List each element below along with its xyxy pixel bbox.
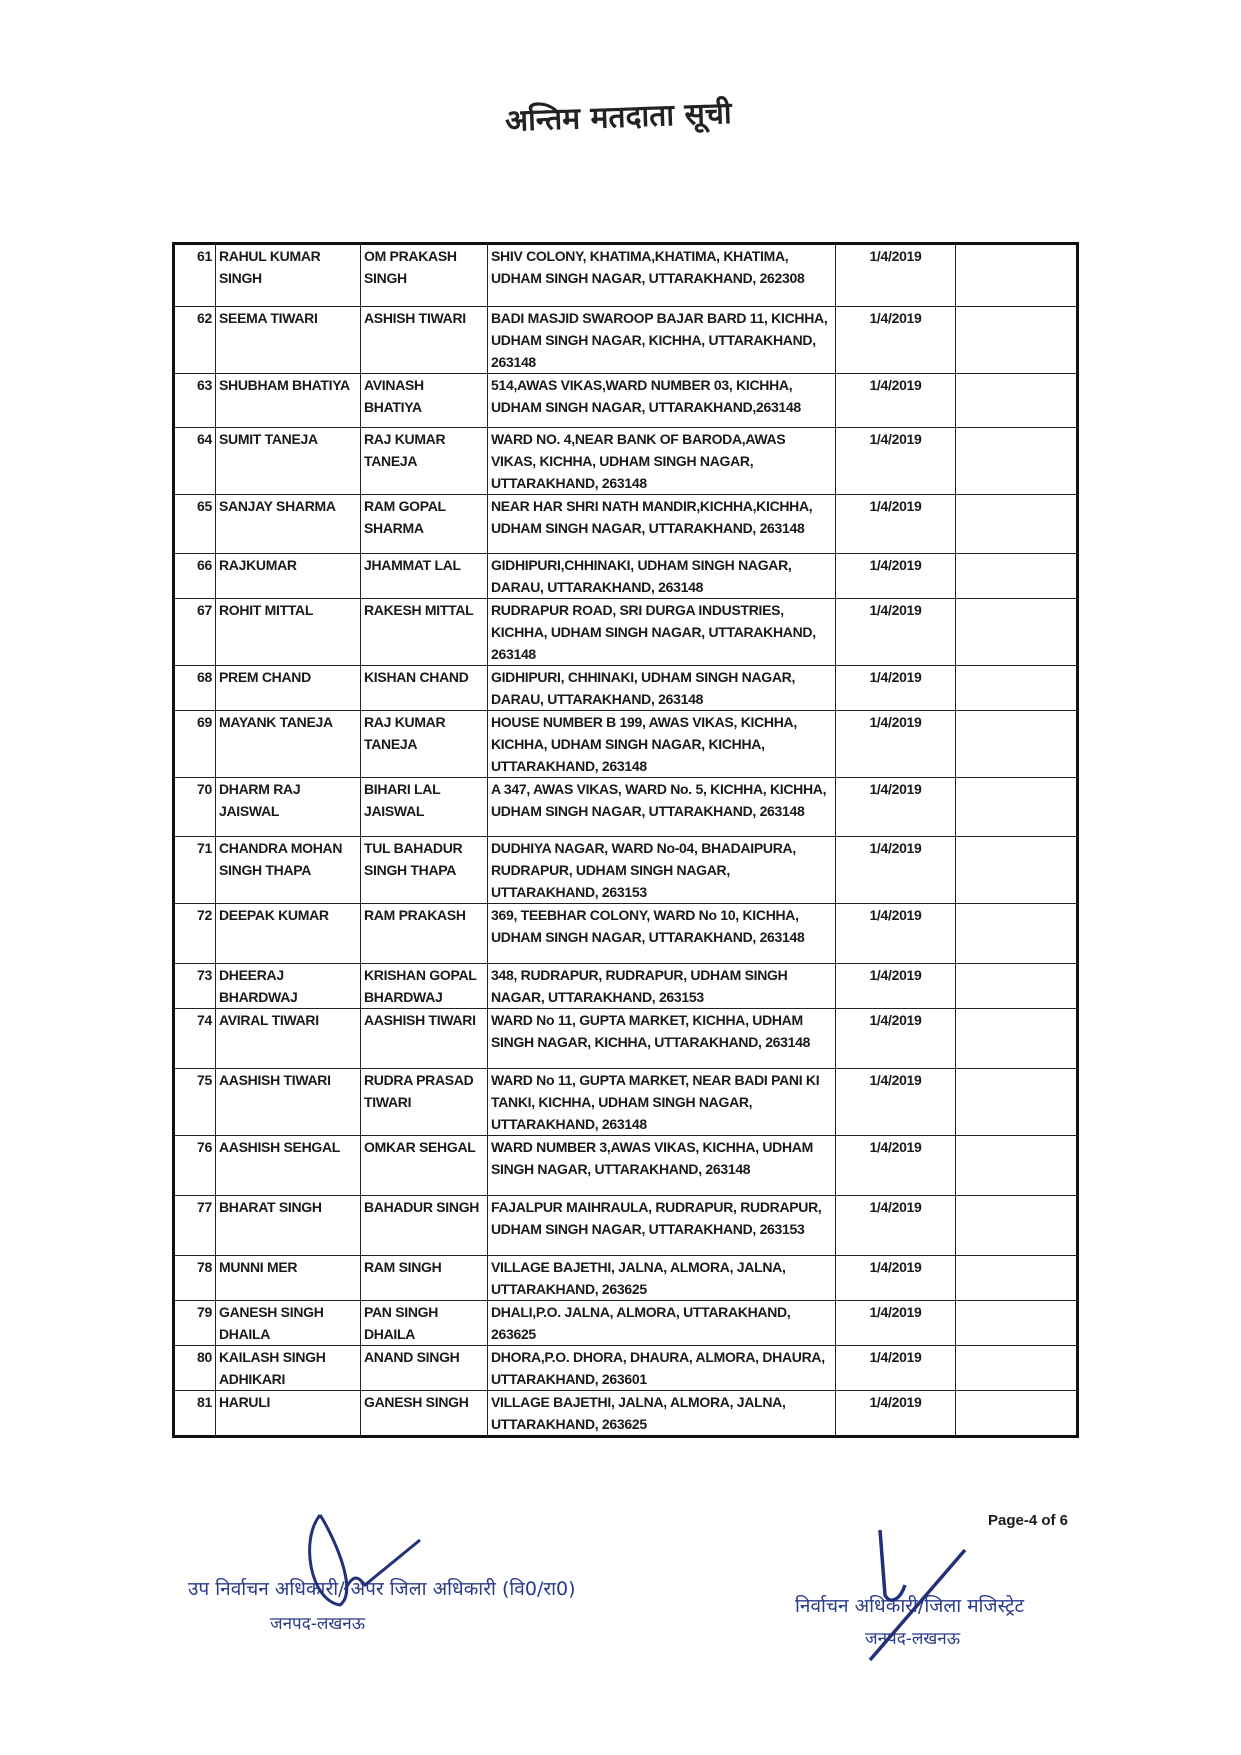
table-row [174, 1009, 1078, 1069]
table-row [174, 1256, 1078, 1301]
table-row [174, 711, 1078, 778]
relative-name: KISHAN CHAND [361, 666, 488, 711]
address: VILLAGE BAJETHI, JALNA, ALMORA, JALNA, UTTARAKHAND, 263625 [488, 1256, 836, 1301]
voter-name: SHUBHAM BHATIYA [216, 374, 361, 428]
relative-name: JHAMMAT LAL [361, 554, 488, 599]
voter-name: RAJKUMAR [216, 554, 361, 599]
right-signature-mark [850, 1525, 990, 1665]
blank-cell [956, 307, 1078, 374]
voter-name: CHANDRA MOHAN SINGH THAPA [216, 837, 361, 904]
blank-cell [956, 1391, 1078, 1437]
serial-number: 68 [174, 666, 216, 711]
table-row [174, 554, 1078, 599]
relative-name: RAKESH MITTAL [361, 599, 488, 666]
relative-name: ASHISH TIWARI [361, 307, 488, 374]
relative-name: KRISHAN GOPAL BHARDWAJ [361, 964, 488, 1009]
blank-cell [956, 711, 1078, 778]
address: WARD No 11, GUPTA MARKET, KICHHA, UDHAM SINGH NAGAR, KICHHA, UTTARAKHAND, 263148 [488, 1009, 836, 1069]
voter-name: PREM CHAND [216, 666, 361, 711]
address: 348, RUDRAPUR, RUDRAPUR, UDHAM SINGH NAGAR, UTTARAKHAND, 263153 [488, 964, 836, 1009]
table-row [174, 244, 1078, 307]
left-signatory-title: उप निर्वाचन अधिकारी/ अपर जिला अधिकारी (वि0/रा0) [188, 1578, 576, 1600]
relative-name: AASHISH TIWARI [361, 1009, 488, 1069]
date: 1/4/2019 [836, 837, 956, 904]
relative-name: RAM GOPAL SHARMA [361, 495, 488, 554]
serial-number: 79 [174, 1301, 216, 1346]
date: 1/4/2019 [836, 428, 956, 495]
blank-cell [956, 904, 1078, 964]
blank-cell [956, 1069, 1078, 1136]
table-row [174, 1069, 1078, 1136]
serial-number: 72 [174, 904, 216, 964]
voter-name: SEEMA TIWARI [216, 307, 361, 374]
blank-cell [956, 964, 1078, 1009]
table-row [174, 599, 1078, 666]
serial-number: 81 [174, 1391, 216, 1437]
serial-number: 66 [174, 554, 216, 599]
serial-number: 78 [174, 1256, 216, 1301]
relative-name: TUL BAHADUR SINGH THAPA [361, 837, 488, 904]
address: A 347, AWAS VIKAS, WARD No. 5, KICHHA, KICHHA, UDHAM SINGH NAGAR, UTTARAKHAND, 263148 [488, 778, 836, 837]
relative-name: RAM SINGH [361, 1256, 488, 1301]
voter-name: HARULI [216, 1391, 361, 1437]
table-row [174, 666, 1078, 711]
serial-number: 65 [174, 495, 216, 554]
voter-name: AVIRAL TIWARI [216, 1009, 361, 1069]
table-row [174, 1391, 1078, 1437]
blank-cell [956, 1346, 1078, 1391]
blank-cell [956, 1256, 1078, 1301]
address: 369, TEEBHAR COLONY, WARD No 10, KICHHA, UDHAM SINGH NAGAR, UTTARAKHAND, 263148 [488, 904, 836, 964]
voter-name: DEEPAK KUMAR [216, 904, 361, 964]
relative-name: RAM PRAKASH [361, 904, 488, 964]
serial-number: 80 [174, 1346, 216, 1391]
voter-name: SUMIT TANEJA [216, 428, 361, 495]
table-row [174, 778, 1078, 837]
date: 1/4/2019 [836, 778, 956, 837]
relative-name: AVINASH BHATIYA [361, 374, 488, 428]
voter-name: SANJAY SHARMA [216, 495, 361, 554]
date: 1/4/2019 [836, 1136, 956, 1196]
voter-name: BHARAT SINGH [216, 1196, 361, 1256]
voter-name: AASHISH TIWARI [216, 1069, 361, 1136]
voter-name: MAYANK TANEJA [216, 711, 361, 778]
date: 1/4/2019 [836, 964, 956, 1009]
table-row [174, 964, 1078, 1009]
voter-name: RAHUL KUMAR SINGH [216, 244, 361, 307]
blank-cell [956, 244, 1078, 307]
address: WARD No 11, GUPTA MARKET, NEAR BADI PANI KI TANKI, KICHHA, UDHAM SINGH NAGAR, UTTARAKHAND, 263148 [488, 1069, 836, 1136]
relative-name: OMKAR SEHGAL [361, 1136, 488, 1196]
blank-cell [956, 554, 1078, 599]
relative-name: BAHADUR SINGH [361, 1196, 488, 1256]
blank-cell [956, 1301, 1078, 1346]
table-row [174, 1301, 1078, 1346]
table-row [174, 1136, 1078, 1196]
date: 1/4/2019 [836, 307, 956, 374]
address: SHIV COLONY, KHATIMA,KHATIMA, KHATIMA, UDHAM SINGH NAGAR, UTTARAKHAND, 262308 [488, 244, 836, 307]
relative-name: BIHARI LAL JAISWAL [361, 778, 488, 837]
table-row [174, 1346, 1078, 1391]
address: VILLAGE BAJETHI, JALNA, ALMORA, JALNA, UTTARAKHAND, 263625 [488, 1391, 836, 1437]
address: NEAR HAR SHRI NATH MANDIR,KICHHA,KICHHA, UDHAM SINGH NAGAR, UTTARAKHAND, 263148 [488, 495, 836, 554]
serial-number: 77 [174, 1196, 216, 1256]
date: 1/4/2019 [836, 374, 956, 428]
serial-number: 67 [174, 599, 216, 666]
voter-name: ROHIT MITTAL [216, 599, 361, 666]
date: 1/4/2019 [836, 554, 956, 599]
table-row [174, 495, 1078, 554]
address: FAJALPUR MAIHRAULA, RUDRAPUR, RUDRAPUR, UDHAM SINGH NAGAR, UTTARAKHAND, 263153 [488, 1196, 836, 1256]
right-signatory-district: जनपद-लखनऊ [865, 1629, 961, 1649]
date: 1/4/2019 [836, 1069, 956, 1136]
voter-name: DHEERAJ BHARDWAJ [216, 964, 361, 1009]
date: 1/4/2019 [836, 1346, 956, 1391]
address: DUDHIYA NAGAR, WARD No-04, BHADAIPURA, RUDRAPUR, UDHAM SINGH NAGAR, UTTARAKHAND, 263153 [488, 837, 836, 904]
voter-list-table [172, 242, 1079, 1438]
address: GIDHIPURI, CHHINAKI, UDHAM SINGH NAGAR, DARAU, UTTARAKHAND, 263148 [488, 666, 836, 711]
relative-name: GANESH SINGH [361, 1391, 488, 1437]
voter-name: KAILASH SINGH ADHIKARI [216, 1346, 361, 1391]
serial-number: 69 [174, 711, 216, 778]
table-row [174, 428, 1078, 495]
left-signature-mark [300, 1510, 430, 1620]
voter-name: MUNNI MER [216, 1256, 361, 1301]
blank-cell [956, 778, 1078, 837]
blank-cell [956, 428, 1078, 495]
relative-name: PAN SINGH DHAILA [361, 1301, 488, 1346]
address: DHALI,P.O. JALNA, ALMORA, UTTARAKHAND, 263625 [488, 1301, 836, 1346]
serial-number: 61 [174, 244, 216, 307]
serial-number: 70 [174, 778, 216, 837]
date: 1/4/2019 [836, 1256, 956, 1301]
blank-cell [956, 837, 1078, 904]
date: 1/4/2019 [836, 1009, 956, 1069]
date: 1/4/2019 [836, 904, 956, 964]
date: 1/4/2019 [836, 666, 956, 711]
relative-name: ANAND SINGH [361, 1346, 488, 1391]
address: BADI MASJID SWAROOP BAJAR BARD 11, KICHHA, UDHAM SINGH NAGAR, KICHHA, UTTARAKHAND, 263148 [488, 307, 836, 374]
date: 1/4/2019 [836, 1196, 956, 1256]
address: DHORA,P.O. DHORA, DHAURA, ALMORA, DHAURA, UTTARAKHAND, 263601 [488, 1346, 836, 1391]
table-row [174, 837, 1078, 904]
table-row [174, 904, 1078, 964]
table-row [174, 374, 1078, 428]
address: WARD NUMBER 3,AWAS VIKAS, KICHHA, UDHAM SINGH NAGAR, UTTARAKHAND, 263148 [488, 1136, 836, 1196]
address: RUDRAPUR ROAD, SRI DURGA INDUSTRIES, KICHHA, UDHAM SINGH NAGAR, UTTARAKHAND, 263148 [488, 599, 836, 666]
relative-name: RUDRA PRASAD TIWARI [361, 1069, 488, 1136]
page-number: Page-4 of 6 [988, 1512, 1069, 1529]
relative-name: RAJ KUMAR TANEJA [361, 711, 488, 778]
blank-cell [956, 1136, 1078, 1196]
blank-cell [956, 666, 1078, 711]
address: HOUSE NUMBER B 199, AWAS VIKAS, KICHHA, KICHHA, UDHAM SINGH NAGAR, KICHHA, UTTARAKHAND, 263148 [488, 711, 836, 778]
table-row [174, 1196, 1078, 1256]
voter-name: DHARM RAJ JAISWAL [216, 778, 361, 837]
date: 1/4/2019 [836, 244, 956, 307]
date: 1/4/2019 [836, 711, 956, 778]
document-title: अन्तिम मतदाता सूची [504, 96, 733, 139]
blank-cell [956, 1009, 1078, 1069]
right-signatory-title: निर्वाचन अधिकारी/जिला मजिस्ट्रेट [795, 1595, 1025, 1617]
address: GIDHIPURI,CHHINAKI, UDHAM SINGH NAGAR, DARAU, UTTARAKHAND, 263148 [488, 554, 836, 599]
serial-number: 75 [174, 1069, 216, 1136]
blank-cell [956, 374, 1078, 428]
address: WARD NO. 4,NEAR BANK OF BARODA,AWAS VIKAS, KICHHA, UDHAM SINGH NAGAR, UTTARAKHAND, 263148 [488, 428, 836, 495]
left-signatory-district: जनपद-लखनऊ [270, 1614, 366, 1634]
serial-number: 76 [174, 1136, 216, 1196]
date: 1/4/2019 [836, 1301, 956, 1346]
serial-number: 74 [174, 1009, 216, 1069]
serial-number: 62 [174, 307, 216, 374]
serial-number: 71 [174, 837, 216, 904]
date: 1/4/2019 [836, 1391, 956, 1437]
voter-name: AASHISH SEHGAL [216, 1136, 361, 1196]
serial-number: 64 [174, 428, 216, 495]
blank-cell [956, 495, 1078, 554]
blank-cell [956, 1196, 1078, 1256]
date: 1/4/2019 [836, 495, 956, 554]
relative-name: RAJ KUMAR TANEJA [361, 428, 488, 495]
serial-number: 73 [174, 964, 216, 1009]
table-row [174, 307, 1078, 374]
relative-name: OM PRAKASH SINGH [361, 244, 488, 307]
blank-cell [956, 599, 1078, 666]
voter-name: GANESH SINGH DHAILA [216, 1301, 361, 1346]
address: 514,AWAS VIKAS,WARD NUMBER 03, KICHHA, UDHAM SINGH NAGAR, UTTARAKHAND,263148 [488, 374, 836, 428]
date: 1/4/2019 [836, 599, 956, 666]
serial-number: 63 [174, 374, 216, 428]
